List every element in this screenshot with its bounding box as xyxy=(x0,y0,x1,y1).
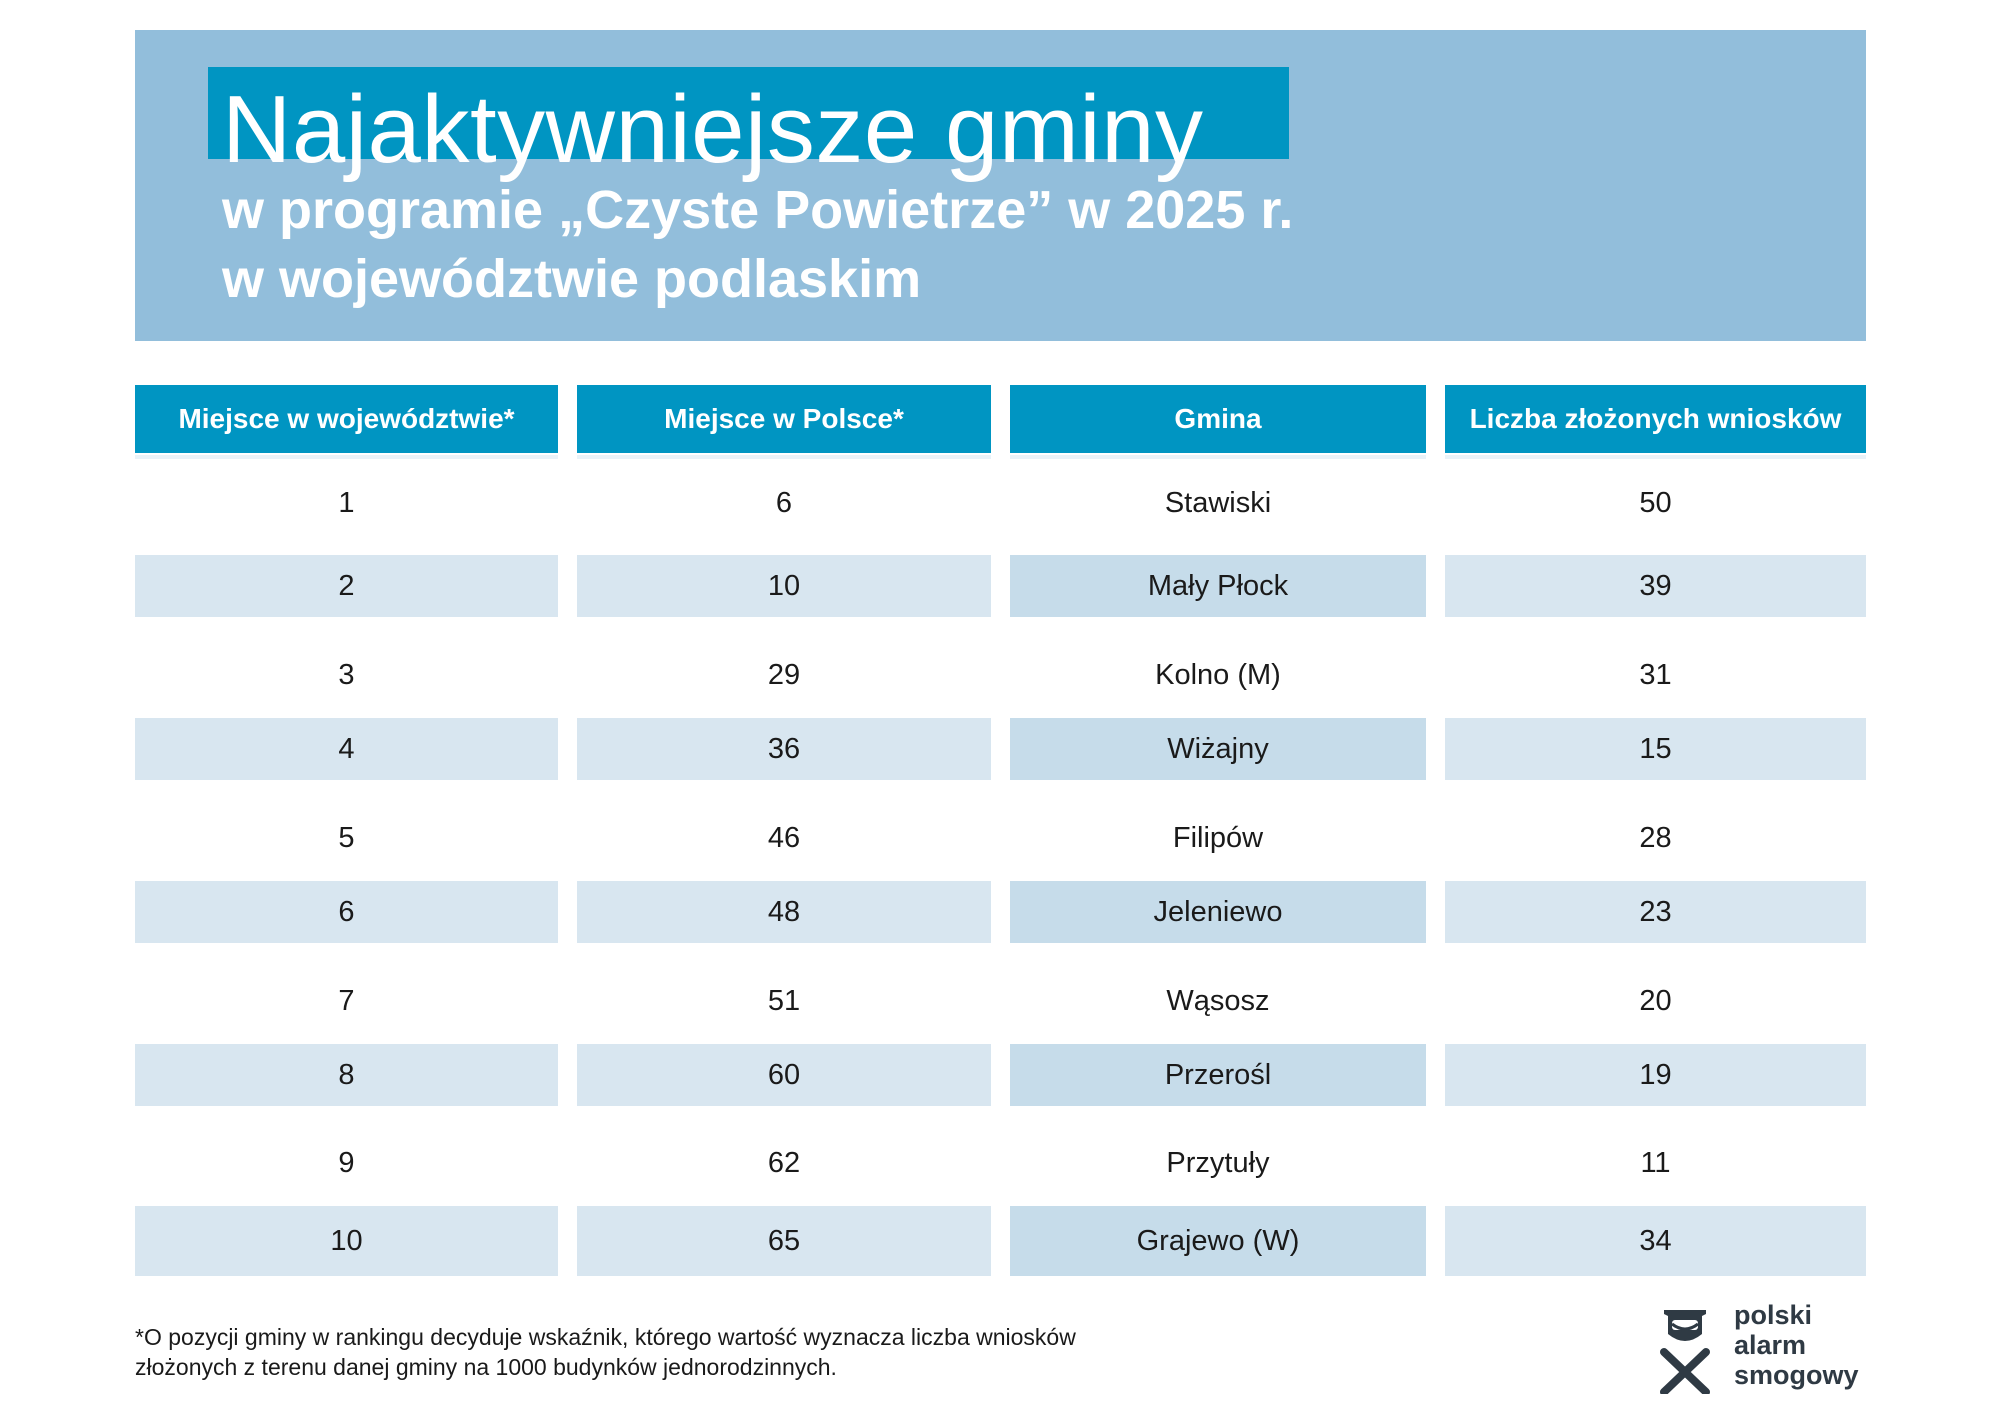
cell-gmina: Jeleniewo xyxy=(1010,881,1426,943)
cell-gmina: Przerośl xyxy=(1010,1044,1426,1106)
cell-applications: 50 xyxy=(1639,486,1672,519)
cell-poland-rank: 62 xyxy=(767,1146,801,1179)
cell-applications: 34 xyxy=(1445,1206,1866,1276)
logo-text-line1: polski xyxy=(1734,1300,1813,1330)
cell-region-rank: 3 xyxy=(338,658,355,691)
logo-text-line2: alarm xyxy=(1734,1330,1807,1360)
cell-region-rank: 2 xyxy=(135,555,558,617)
cell-region-rank: 1 xyxy=(338,486,355,519)
cell-gmina: Filipów xyxy=(1172,821,1264,854)
page-title: Najaktywniejsze gminy xyxy=(222,76,1204,183)
cell-gmina: Przytuły xyxy=(1166,1146,1270,1179)
cell-poland-rank: 36 xyxy=(577,718,991,780)
cell-applications: 31 xyxy=(1639,658,1672,691)
cell-applications: 23 xyxy=(1445,881,1866,943)
cell-poland-rank: 29 xyxy=(767,658,801,691)
cell-applications: 39 xyxy=(1445,555,1866,617)
cell-applications: 28 xyxy=(1639,821,1672,854)
footnote xyxy=(135,1322,1235,1382)
cell-gmina: Stawiski xyxy=(1164,486,1272,519)
cell-applications: 11 xyxy=(1640,1146,1671,1179)
cell-applications: 19 xyxy=(1445,1044,1866,1106)
cell-gmina: Grajewo (W) xyxy=(1010,1206,1426,1276)
page-subtitle-line1: w programie „Czyste Powietrze” w 2025 r. xyxy=(222,180,1294,240)
cell-region-rank: 4 xyxy=(135,718,558,780)
cell-poland-rank: 6 xyxy=(775,486,793,519)
column-header-gmina: Gmina xyxy=(1010,385,1426,453)
cell-region-rank: 7 xyxy=(338,984,355,1017)
cell-region-rank: 9 xyxy=(338,1146,355,1179)
logo-text-line3: smogowy xyxy=(1734,1360,1859,1390)
page-subtitle-line2: w województwie podlaskim xyxy=(222,249,922,309)
cell-gmina: Wąsosz xyxy=(1166,984,1270,1017)
cell-gmina: Wiżajny xyxy=(1010,718,1426,780)
cell-poland-rank: 60 xyxy=(577,1044,991,1106)
cell-poland-rank: 10 xyxy=(577,555,991,617)
cell-region-rank: 6 xyxy=(135,881,558,943)
cell-region-rank: 5 xyxy=(338,821,355,854)
cell-gmina: Mały Płock xyxy=(1010,555,1426,617)
cell-poland-rank: 46 xyxy=(767,821,801,854)
footnote-line1: *O pozycji gminy w rankingu decyduje wskaźnik, którego wartość wyznacza liczba wniosków xyxy=(135,1324,1076,1350)
cell-applications: 20 xyxy=(1639,984,1672,1017)
cell-poland-rank: 65 xyxy=(577,1206,991,1276)
cell-gmina: Kolno (M) xyxy=(1155,658,1281,691)
column-header-applications: Liczba złożonych wniosków xyxy=(1445,385,1866,453)
cell-region-rank: 10 xyxy=(135,1206,558,1276)
logo-text xyxy=(1734,1300,1859,1390)
cell-applications: 15 xyxy=(1445,718,1866,780)
cell-poland-rank: 51 xyxy=(767,984,801,1017)
column-header-region-rank: Miejsce w województwie* xyxy=(135,385,558,453)
smog-mask-icon xyxy=(1658,1304,1712,1394)
cell-region-rank: 8 xyxy=(135,1044,558,1106)
column-header-poland-rank: Miejsce w Polsce* xyxy=(577,385,991,453)
polski-alarm-smogowy-logo xyxy=(1658,1300,1888,1400)
cell-poland-rank: 48 xyxy=(577,881,991,943)
footnote-line2: złożonych z terenu danej gminy na 1000 budynków jednorodzinnych. xyxy=(135,1354,837,1380)
